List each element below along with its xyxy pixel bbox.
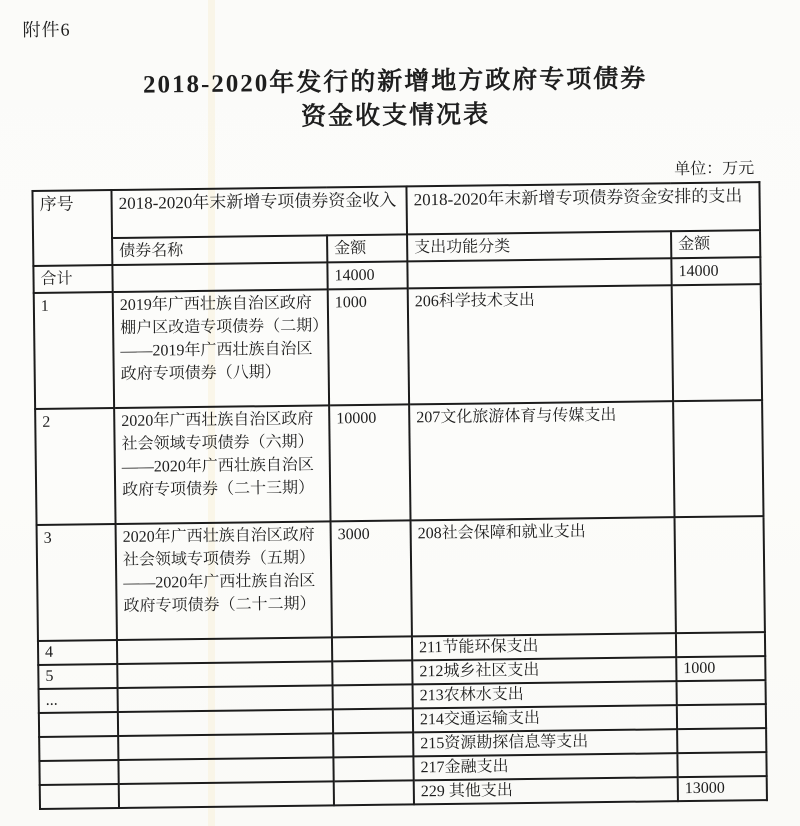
table-row: [34, 284, 762, 409]
expense-amount-cell: [676, 632, 765, 657]
expense-amount-cell: [677, 704, 766, 729]
bond-name-cell: [119, 781, 334, 808]
expense-class-cell: 217金融支出: [413, 753, 677, 780]
serial-cell: [39, 712, 118, 737]
expense-amount-cell: [677, 752, 766, 777]
expense-amount-cell: [677, 680, 766, 705]
column-header-expense-amount: 金额: [671, 230, 760, 258]
bond-name-cell: [117, 661, 332, 688]
bond-name-cell: [118, 757, 333, 784]
column-header-serial: 序号: [32, 190, 112, 266]
expense-class-cell: 212城乡社区支出: [412, 657, 676, 684]
income-amount-cell: [333, 756, 413, 781]
serial-cell: [39, 736, 118, 761]
serial-cell: ...: [39, 688, 118, 713]
expense-class-cell: 211节能环保支出: [412, 633, 676, 660]
expense-class-cell: 215资源勘探信息等支出: [413, 729, 677, 756]
column-header-income-amount: 金额: [327, 234, 407, 262]
income-amount-cell: [333, 708, 413, 733]
expense-amount-cell: [673, 400, 763, 517]
income-amount-cell: [334, 780, 414, 805]
total-bond-name-cell: [112, 262, 327, 292]
column-header-expense-class: 支出功能分类: [407, 231, 671, 261]
expense-class-cell: 207文化旅游体育与传媒支出: [409, 401, 674, 520]
bond-funds-table: [31, 181, 768, 810]
table-row: [37, 516, 765, 641]
total-expense-class-cell: [407, 258, 671, 288]
attachment-label: 附件6: [22, 19, 71, 41]
bond-name-cell: [118, 733, 333, 760]
total-label-cell: 合计: [33, 265, 112, 293]
expense-amount-cell: [672, 284, 762, 401]
expense-amount-cell: 1000: [676, 656, 765, 681]
income-amount-cell: [332, 660, 412, 685]
expense-class-cell: 229 其他支出: [414, 777, 678, 804]
serial-cell: 1: [34, 292, 114, 409]
total-income-amount-cell: 14000: [327, 261, 407, 289]
bond-name-cell: 2020年广西壮族自治区政府社会领域专项债券（六期）——2020年广西壮族自治区政府专项债券（二十三期）: [114, 405, 330, 524]
serial-cell: 5: [38, 664, 117, 689]
income-amount-cell: 10000: [329, 404, 410, 521]
expense-amount-cell: 13000: [678, 776, 767, 801]
expense-class-cell: 206科学技术支出: [408, 285, 673, 404]
income-amount-cell: [333, 732, 413, 757]
income-amount-cell: [332, 636, 412, 661]
income-amount-cell: 1000: [328, 288, 409, 405]
total-expense-amount-cell: 14000: [671, 257, 760, 285]
expense-amount-cell: [675, 516, 765, 633]
serial-cell: [40, 784, 119, 809]
bond-name-cell: [118, 685, 333, 712]
column-header-expenditure-group: 2018-2020年末新增专项债券资金安排的支出: [406, 182, 760, 234]
column-header-income-group: 2018-2020年末新增专项债券资金收入: [111, 186, 407, 238]
column-header-bond-name: 债券名称: [112, 235, 327, 265]
bond-name-cell: [117, 637, 332, 664]
unit-label: 单位：万元: [674, 160, 755, 179]
bond-name-cell: 2020年广西壮族自治区政府社会领域专项债券（五期）——2020年广西壮族自治区政府专项债券（二十二期）: [116, 521, 332, 640]
income-amount-cell: 3000: [331, 520, 412, 637]
table-row: [35, 400, 763, 525]
expense-class-cell: 208社会保障和就业支出: [411, 517, 676, 636]
expense-class-cell: 214交通运输支出: [413, 705, 677, 732]
serial-cell: 2: [35, 408, 115, 525]
income-amount-cell: [333, 684, 413, 709]
serial-cell: 4: [38, 640, 117, 665]
serial-cell: 3: [37, 524, 117, 641]
expense-amount-cell: [677, 728, 766, 753]
page-title-line2: 资金收支情况表: [300, 101, 491, 131]
expense-class-cell: 213农林水支出: [413, 681, 677, 708]
bond-name-cell: 2019年广西壮族自治区政府棚户区改造专项债券（二期）——2019年广西壮族自治区政府专项债券（八期）: [113, 289, 329, 408]
page-title-line1: 2018-2020年发行的新增地方政府专项债券: [142, 65, 648, 99]
bond-name-cell: [118, 709, 333, 736]
page-title: [0, 61, 796, 139]
serial-cell: [39, 760, 118, 785]
